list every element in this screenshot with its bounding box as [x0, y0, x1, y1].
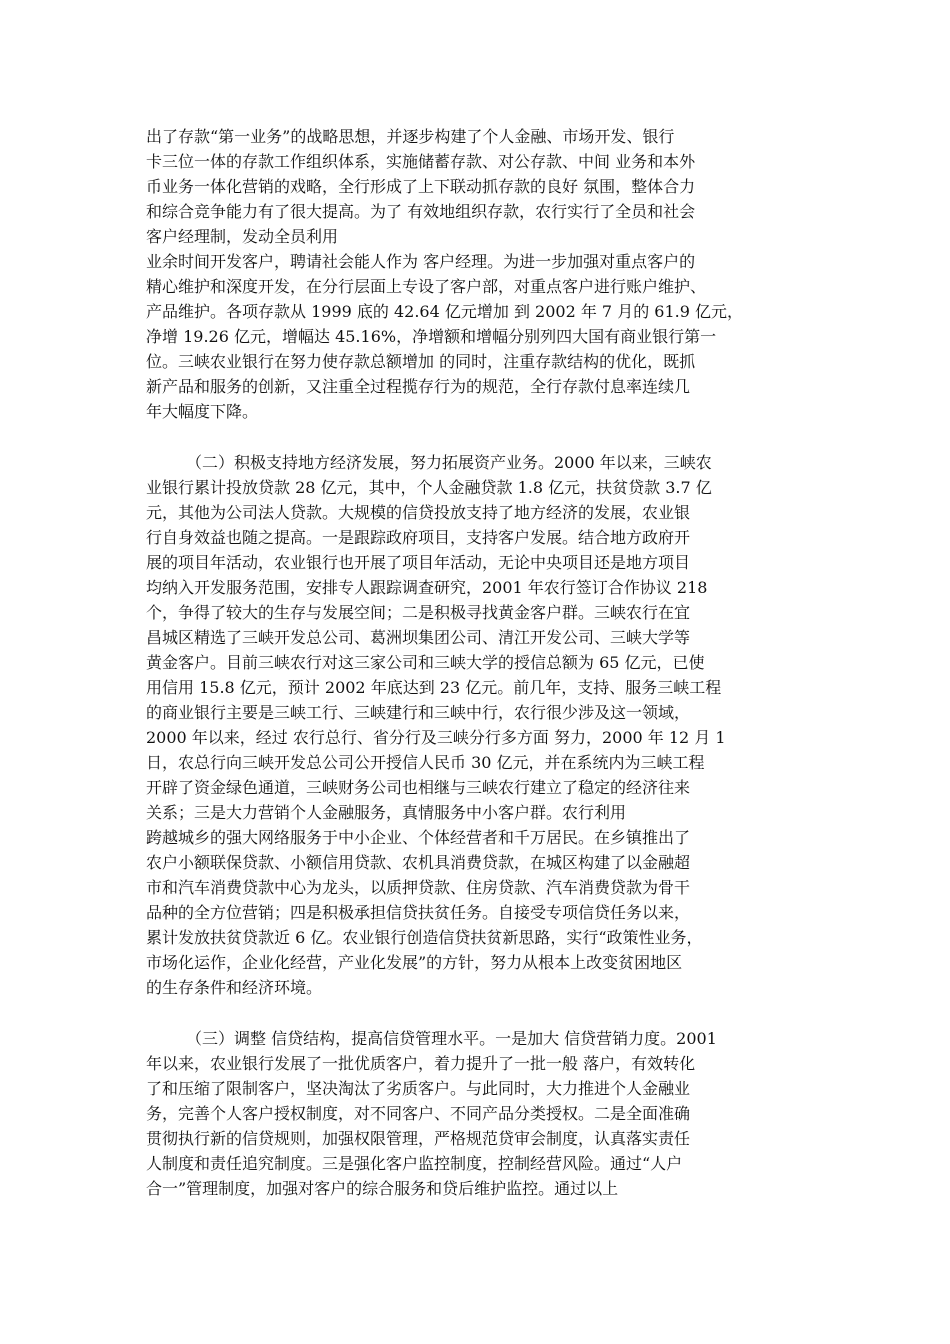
text-line: 跨越城乡的强大网络服务于中小企业、个体经营者和千万居民。在乡镇推出了: [146, 828, 691, 847]
text-line: 品种的全方位营销；四是积极承担信贷扶贫任务。自接受专项信贷任务以来，: [146, 903, 691, 922]
paragraph-deposits: [146, 124, 806, 424]
paragraph-gap: [146, 424, 806, 450]
text-line: 贯彻执行新的信贷规则，加强权限管理，严格规范贷审会制度，认真落实责任: [146, 1129, 691, 1148]
document-page: [146, 124, 806, 1201]
text-line: 务，完善个人客户授权制度，对不同客户、不同产品分类授权。二是全面准确: [146, 1104, 691, 1123]
text-line: 日，农总行向三峡开发总公司公开授信人民币 30 亿元，并在系统内为三峡工程: [146, 753, 705, 772]
text-line: 人制度和责任追究制度。三是强化客户监控制度，控制经营风险。通过“人户: [146, 1154, 683, 1173]
text-line: （三）调整 信贷结构，提高信贷管理水平。一是加大 信贷营销力度。2001: [186, 1029, 717, 1048]
text-line: （二）积极支持地方经济发展，努力拓展资产业务。2000 年以来，三峡农: [186, 453, 712, 472]
text-line: 2000 年以来，经过 农行总行、省分行及三峡分行多方面 努力，2000 年 12 月 1: [146, 728, 726, 747]
text-line: 年以来，农业银行发展了一批优质客户，着力提升了一批一般 落户，有效转化: [146, 1054, 696, 1073]
text-line: 的生存条件和经济环境。: [146, 978, 323, 997]
text-line: 行自身效益也随之提高。一是跟踪政府项目，支持客户发展。结合地方政府开: [146, 528, 691, 547]
text-line: 新产品和服务的创新，又注重全过程揽存行为的规范，全行存款付息率连续几: [146, 377, 691, 396]
text-line: 净增 19.26 亿元，增幅达 45.16%，净增额和增幅分别列四大国有商业银行第一: [146, 327, 717, 346]
text-line: 元，其他为公司法人贷款。大规模的信贷投放支持了地方经济的发展，农业银: [146, 503, 691, 522]
text-line: 农户小额联保贷款、小额信用贷款、农机具消费贷款，在城区构建了以金融超: [146, 853, 691, 872]
text-line: 卡三位一体的存款工作组织体系，实施储蓄存款、对公存款、中间 业务和本外: [146, 152, 696, 171]
text-line: 合一”管理制度，加强对客户的综合服务和贷后维护监控。通过以上: [146, 1179, 619, 1198]
text-line: 市场化运作，企业化经营，产业化发展”的方针，努力从根本上改变贫困地区: [146, 953, 683, 972]
text-line: 产品维护。各项存款从 1999 底的 42.64 亿元增加 到 2002 年 7 月的 61.9 亿元，: [146, 302, 743, 321]
text-line: 的商业银行主要是三峡工行、三峡建行和三峡中行，农行很少涉及这一领域，: [146, 703, 691, 722]
text-line: 币业务一体化营销的戏略，全行形成了上下联动抓存款的良好 氛围，整体合力: [146, 177, 696, 196]
text-line: 精心维护和深度开发，在分行层面上专设了客户部，对重点客户进行账户维护、: [146, 277, 707, 296]
text-line: 开辟了资金绿色通道，三峡财务公司也相继与三峡农行建立了稳定的经济往来: [146, 778, 691, 797]
text-line: 累计发放扶贫贷款近 6 亿。农业银行创造信贷扶贫新思路，实行“政策性业务，: [146, 928, 703, 947]
text-line: 展的项目年活动，农业银行也开展了项目年活动，无论中央项目还是地方项目: [146, 553, 691, 572]
text-line: 业银行累计投放贷款 28 亿元，其中，个人金融贷款 1.8 亿元，扶贫贷款 3.7 亿: [146, 478, 712, 497]
text-line: 关系；三是大力营销个人金融服务，真情服务中小客户群。农行利用: [146, 803, 627, 822]
paragraph-gap: [146, 1000, 806, 1026]
text-line: 均纳入开发服务范围，安排专人跟踪调查研究，2001 年农行签订合作协议 218: [146, 578, 708, 597]
text-line: 业余时间开发客户，聘请社会能人作为 客户经理。为进一步加强对重点客户的: [146, 252, 696, 271]
text-line: 昌城区精选了三峡开发总公司、葛洲坝集团公司、清江开发公司、三峡大学等: [146, 628, 691, 647]
text-line: 黄金客户。目前三峡农行对这三家公司和三峡大学的授信总额为 65 亿元，已使: [146, 653, 705, 672]
text-line: 位。三峡农业银行在努力使存款总额增加 的同时，注重存款结构的优化，既抓: [146, 352, 696, 371]
text-line: 个，争得了较大的生存与发展空间；二是积极寻找黄金客户群。三峡农行在宜: [146, 603, 691, 622]
text-line: 出了存款“第一业务”的战略思想，并逐步构建了个人金融、市场开发、银行: [146, 127, 675, 146]
text-line: 市和汽车消费贷款中心为龙头，以质押贷款、住房贷款、汽车消费贷款为骨干: [146, 878, 691, 897]
text-line: 年大幅度下降。: [146, 402, 259, 421]
text-line: 用信用 15.8 亿元，预计 2002 年底达到 23 亿元。前几年，支持、服务三峡工程: [146, 678, 722, 697]
paragraph-credit: [146, 1026, 806, 1201]
text-line: 客户经理制，发动全员利用: [146, 227, 339, 246]
paragraph-assets: [146, 450, 806, 1000]
text-line: 和综合竞争能力有了很大提高。为了 有效地组织存款，农行实行了全员和社会: [146, 202, 696, 221]
text-line: 了和压缩了限制客户，坚决淘汰了劣质客户。与此同时，大力推进个人金融业: [146, 1079, 691, 1098]
